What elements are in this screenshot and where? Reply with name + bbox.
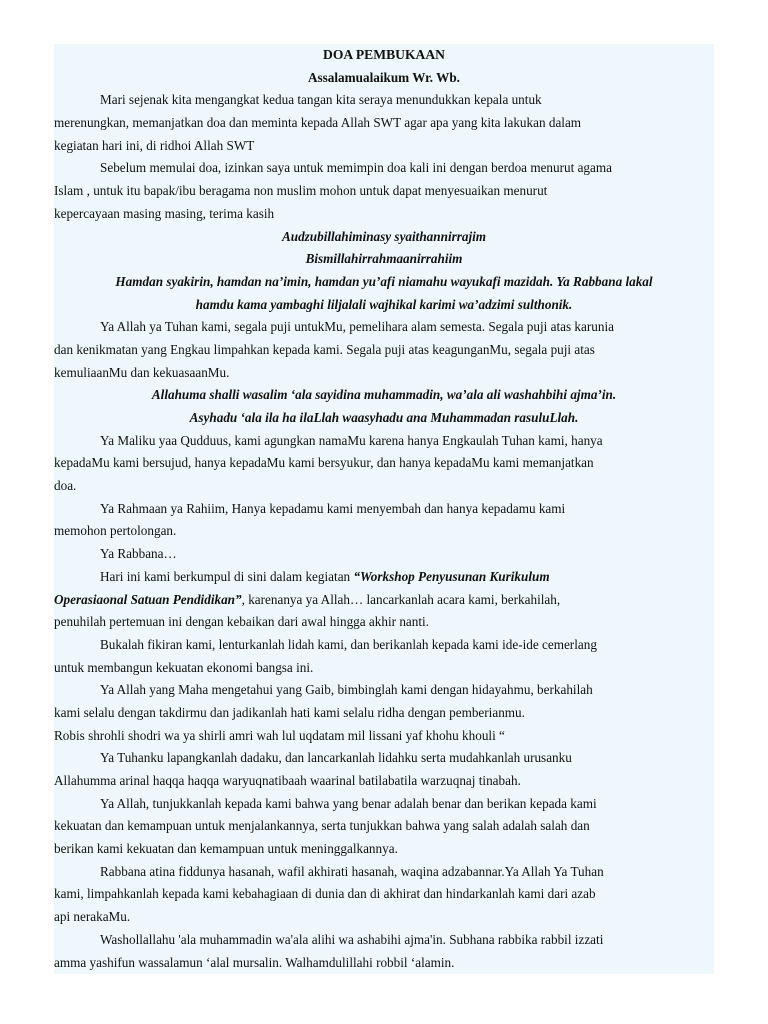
text-line: amma yashifun wassalamun ‘alal mursalin. Walhamdulillahi robbil ‘alamin. <box>54 952 714 975</box>
text-line: Audzubillahiminasy syaithannirrajim <box>54 226 714 249</box>
text-line: Bismillahirrahmaanirrahiim <box>54 248 714 271</box>
text-line: Allahuma shalli wasalim ‘ala sayidina muhammadin, wa’ala ali washahbihi ajma’in. <box>54 384 714 407</box>
text-line: kami selalu dengan takdirmu dan jadikanlah hati kami selalu ridha dengan pemberianmu. <box>54 702 714 725</box>
text-run: Hari ini kami berkumpul di sini dalam kegiatan <box>100 568 354 584</box>
text-line: kami, limpahkanlah kepada kami kebahagiaan di dunia dan di akhirat dan hindarkanlah kami dari azab <box>54 883 714 906</box>
text-line: merenungkan, memanjatkan doa dan meminta kepada Allah SWT agar apa yang kita lakukan dalam <box>54 112 714 135</box>
text-line: Ya Maliku yaa Qudduus, kami agungkan namaMu karena hanya Engkaulah Tuhan kami, hanya <box>54 430 714 453</box>
text-run: , karenanya ya Allah… lancarkanlah acara kami, berkahilah, <box>241 591 561 607</box>
text-line <box>54 566 714 589</box>
text-line: Washollallahu 'ala muhammadin wa'ala alihi wa ashabihi ajma'in. Subhana rabbika rabbil izzati <box>54 929 714 952</box>
text-line: Ya Rabbana… <box>54 543 714 566</box>
text-line: Islam , untuk itu bapak/ibu beragama non muslim mohon untuk dapat menyesuaikan menurut <box>54 180 714 203</box>
text-line: kepercayaan masing masing, terima kasih <box>54 203 714 226</box>
text-line: Mari sejenak kita mengangkat kedua tangan kita seraya menundukkan kepala untuk <box>54 89 714 112</box>
text-line: doa. <box>54 475 714 498</box>
text-line: penuhilah pertemuan ini dengan kebaikan dari awal hingga akhir nanti. <box>54 611 714 634</box>
text-line: Bukalah fikiran kami, lenturkanlah lidah kami, dan berikanlah kepada kami ide-ide cemerlang <box>54 634 714 657</box>
text-line: Ya Allah, tunjukkanlah kepada kami bahwa yang benar adalah benar dan berikan kepada kami <box>54 793 714 816</box>
text-line: kegiatan hari ini, di ridhoi Allah SWT <box>54 135 714 158</box>
text-line: api nerakaMu. <box>54 906 714 929</box>
text-line: Ya Tuhanku lapangkanlah dadaku, dan lancarkanlah lidahku serta mudahkanlah urusanku <box>54 747 714 770</box>
document-title: DOA PEMBUKAAN <box>54 44 714 67</box>
text-line: kepadaMu kami bersujud, hanya kepadaMu kami bersyukur, dan hanya kepadaMu kami memanjatkan <box>54 452 714 475</box>
text-line: kemuliaanMu dan kekuasaanMu. <box>54 362 714 385</box>
text-run: “Workshop Penyusunan Kurikulum <box>353 568 550 584</box>
text-line: Allahumma arinal haqqa haqqa waryuqnatibaah waarinal batilabatila warzuqnaj tinabah. <box>54 770 714 793</box>
text-line: Ya Rahmaan ya Rahiim, Hanya kepadamu kami menyembah dan hanya kepadamu kami <box>54 498 714 521</box>
text-line <box>54 589 714 612</box>
text-line: kekuatan dan kemampuan untuk menjalankannya, serta tunjukkan bahwa yang salah adalah salah dan <box>54 815 714 838</box>
text-line: Asyhadu ‘ala ila ha ilaLlah waasyhadu ana Muhammadan rasuluLlah. <box>54 407 714 430</box>
text-line: berikan kami kekuatan dan kemampuan untuk meninggalkannya. <box>54 838 714 861</box>
text-line: Ya Allah yang Maha mengetahui yang Gaib, bimbinglah kami dengan hidayahmu, berkahilah <box>54 679 714 702</box>
text-line: Ya Allah ya Tuhan kami, segala puji untukMu, pemelihara alam semesta. Segala puji atas karunia <box>54 316 714 339</box>
text-run: Operasiaonal Satuan Pendidikan” <box>54 591 242 607</box>
text-line: untuk membangun kekuatan ekonomi bangsa ini. <box>54 657 714 680</box>
text-line: Robis shrohli shodri wa ya shirli amri wah lul uqdatam mil lissani yaf khohu khouli “ <box>54 725 714 748</box>
text-line: Rabbana atina fiddunya hasanah, wafil akhirati hasanah, waqina adzabannar.Ya Allah Ya Tuhan <box>54 861 714 884</box>
document-body <box>54 89 714 974</box>
text-line: Sebelum memulai doa, izinkan saya untuk memimpin doa kali ini dengan berdoa menurut agama <box>54 157 714 180</box>
text-line: Hamdan syakirin, hamdan na’imin, hamdan yu’afi niamahu wayukafi mazidah. Ya Rabbana lakal <box>54 271 714 294</box>
text-line: memohon pertolongan. <box>54 520 714 543</box>
text-line: hamdu kama yambaghi liljalali wajhikal karimi wa’adzimi sulthonik. <box>54 294 714 317</box>
greeting-line: Assalamualaikum Wr. Wb. <box>54 67 714 90</box>
text-line: dan kenikmatan yang Engkau limpahkan kepada kami. Segala puji atas keagunganMu, segala puji atas <box>54 339 714 362</box>
